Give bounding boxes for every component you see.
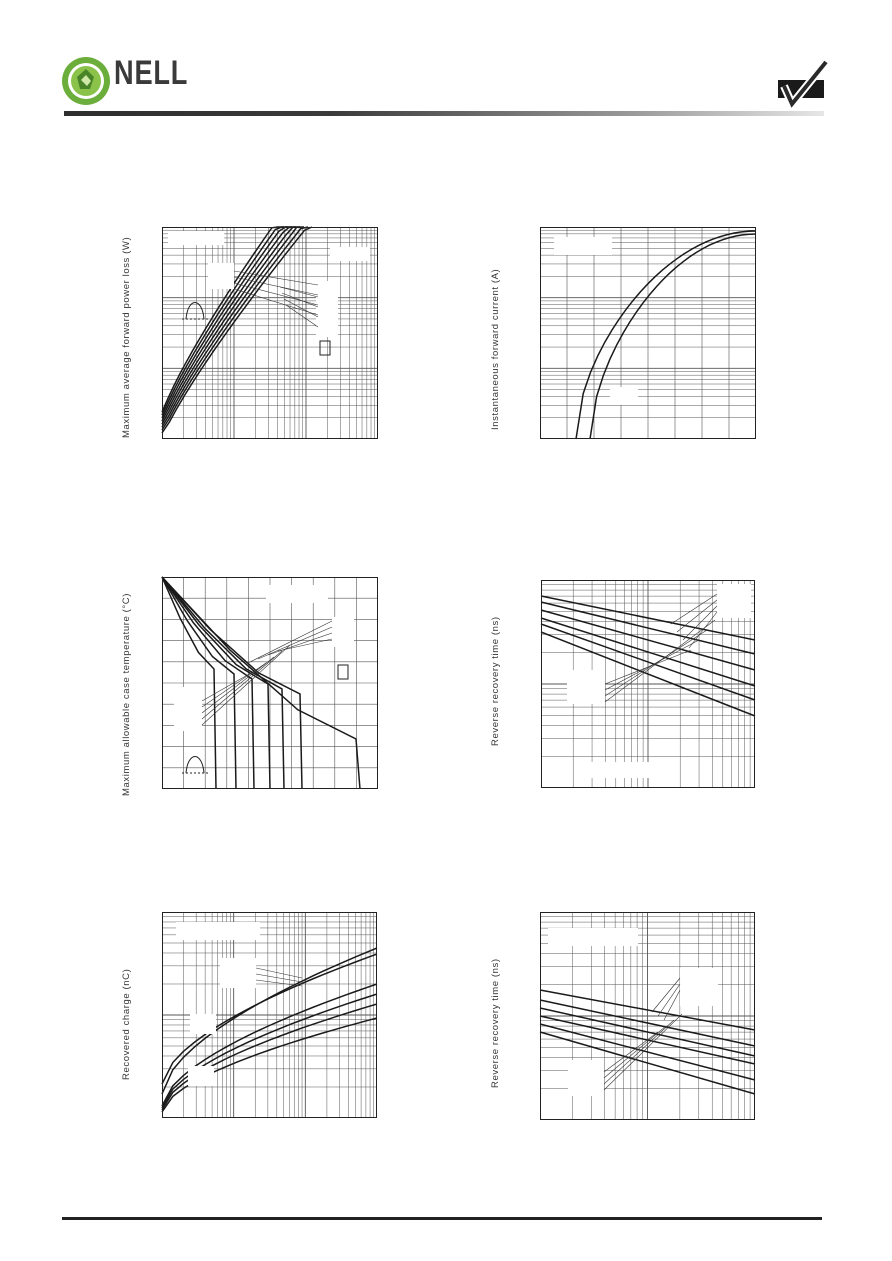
fig5-ylabel: Recovered charge (nC) [121,968,132,1080]
chart3-label-box-left [174,687,202,731]
chart5-legend-box [176,922,260,940]
chart4-legend-box-bottom [581,762,649,778]
chart3-square-wave-icon [338,665,348,679]
chart3-label-box-right [332,617,354,647]
chart-power-loss [162,227,378,439]
chart6-label-box-left [568,1060,604,1096]
nell-flower-logo-icon [60,55,112,107]
recovered-charge-curve [162,994,377,1108]
chart1-square-wave-icon [320,341,330,355]
chart2-grid [540,227,756,439]
leader-line [284,299,318,317]
chart1-curves [162,227,312,433]
chart1-label-box-left [208,263,234,289]
fig3-ylabel: Maximum allowable case temperature (°C) [121,592,132,796]
chart4-label-box-right [717,584,751,618]
brand-name: NELL [114,54,189,92]
checkmark-badge-icon [776,60,828,110]
power-loss-curve [162,227,312,433]
chart6-legend-box [548,928,638,946]
leader-line [258,627,332,659]
chart1-legend-box-top-left [168,231,224,245]
chart3-half-sine-icon [186,757,204,774]
fig1-ylabel: Maximum average forward power loss (W) [121,236,132,438]
chart1-legend-box-top-right [330,247,370,261]
recovered-charge-curve [162,984,377,1106]
chart2-label-box [610,387,638,405]
fig4-ylabel: Reverse recovery time (ns) [490,616,501,746]
chart-reverse-recovery-time-1 [541,580,755,788]
chart3-legend-box [266,585,328,603]
chart-forward-current [540,227,756,439]
chart1-label-box-right [316,281,338,337]
chart5-label-box-bottom [188,1066,214,1086]
chart5-label-box-low [190,1014,216,1034]
chart-case-temperature [162,577,378,789]
leader-line [605,640,699,690]
chart6-label-box-right [680,968,718,1006]
leader-line [256,968,302,978]
forward-current-curve [590,234,756,439]
leader-line [202,645,290,725]
chart4-label-box-left [567,670,605,704]
chart-reverse-recovery-time-2 [540,912,755,1120]
leader-line [202,669,258,701]
chart2-legend-box [554,237,612,255]
leader-line [671,594,717,624]
leader-line [268,633,332,655]
leader-line [282,293,318,307]
chart1-half-sine-icon [186,303,204,320]
chart5-label-box [220,958,256,988]
leader-line [652,978,680,1012]
fig2-ylabel: Instantaneous forward current (A) [490,268,501,430]
chart-recovered-charge [162,912,377,1118]
header-rule [64,111,824,116]
footer-rule [62,1217,822,1220]
fig6-ylabel: Reverse recovery time (ns) [490,958,501,1088]
